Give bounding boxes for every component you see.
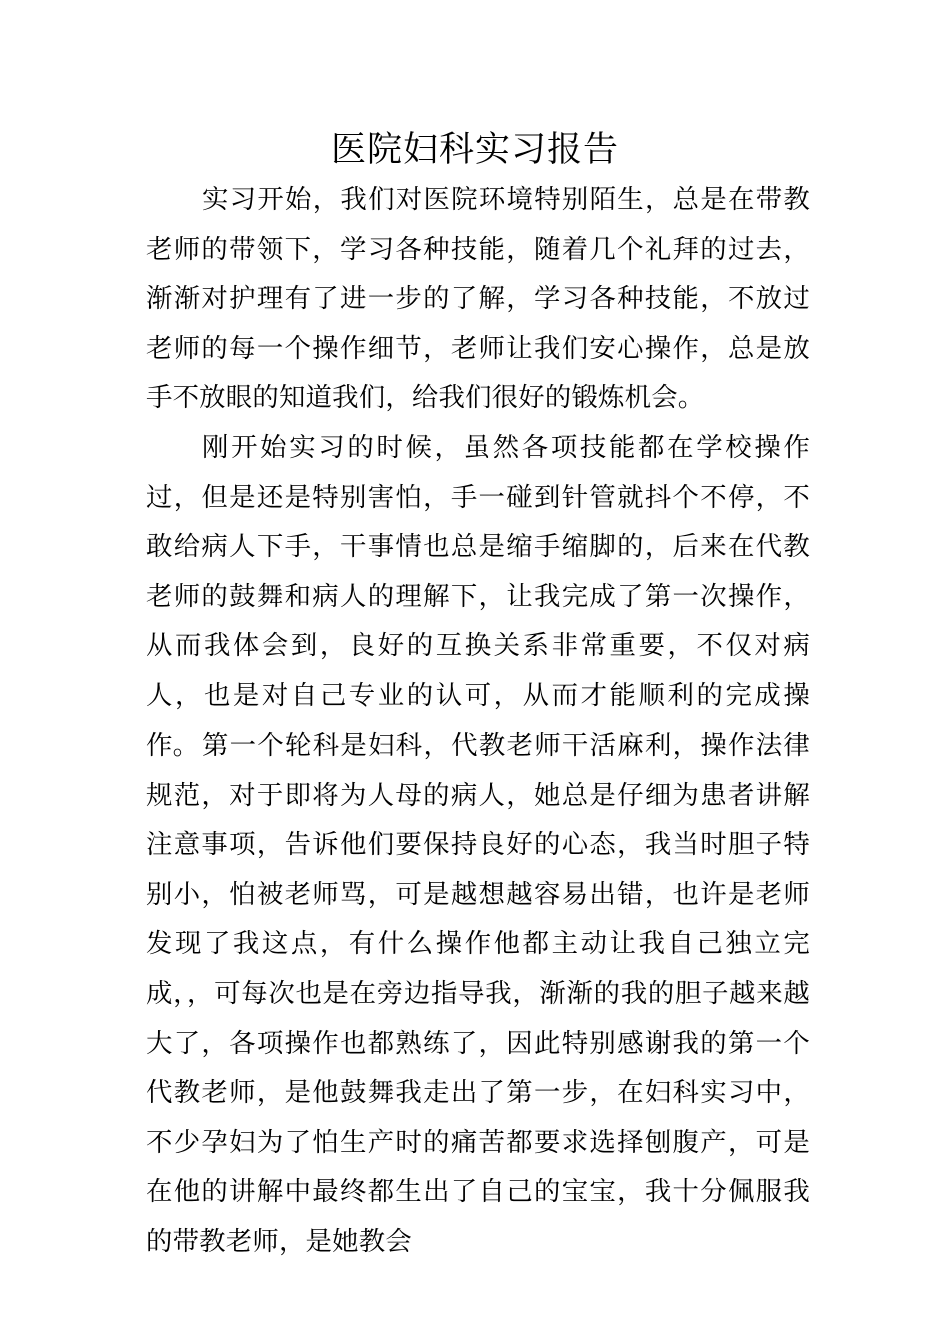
- paragraph-3: 第一个轮科是妇科，代教老师干活麻利，操作法律规范，对于即将为人母的病人，她总是仔细为患者讲解注意事项，告诉他们要保持良好的心态，我当时胆子特别小，怕被老师骂，可是越想越容易出错，也许是老师发现了我这点，有什么操作他都主动让我自己独立完成，，可每次也是在旁边指导我，渐渐的我的胆子越来越大了，各项操作也都熟练了，因此特别感谢我的第一个代教老师，是他鼓舞我走出了第一步，在妇科实习中，不少孕妇为了怕生产时的痛苦都要求选择刨腹产，可是在他的讲解中最终都生出了自己的宝宝，我十分佩服我的带教老师，是她教会: [146, 730, 810, 1257]
- paragraph-2: 刚开始实习的时候，虽然各项技能都在学校操作过，但是还是特别害怕，手一碰到针管就抖个不停，不敢给病人下手，干事情也总是缩手缩脚的，后来在代教老师的鼓舞和病人的理解下，让我完成了第一次操作，从而我体会到，良好的互换关系非常重要，不仅对病人，也是对自己专业的认可，从而才能顺利的完成操作。: [146, 432, 810, 761]
- paragraph-1: 实习开始，我们对医院环境特别陌生，总是在带教老师的带领下，学习各种技能，随着几个礼拜的过去，渐渐对护理有了进一步的了解，学习各种技能，不放过老师的每一个操作细节，老师让我们安心操作，总是放手不放眼的知道我们，给我们很好的锻炼机会。: [146, 184, 810, 414]
- document-title: 医院妇科实习报告: [330, 130, 619, 170]
